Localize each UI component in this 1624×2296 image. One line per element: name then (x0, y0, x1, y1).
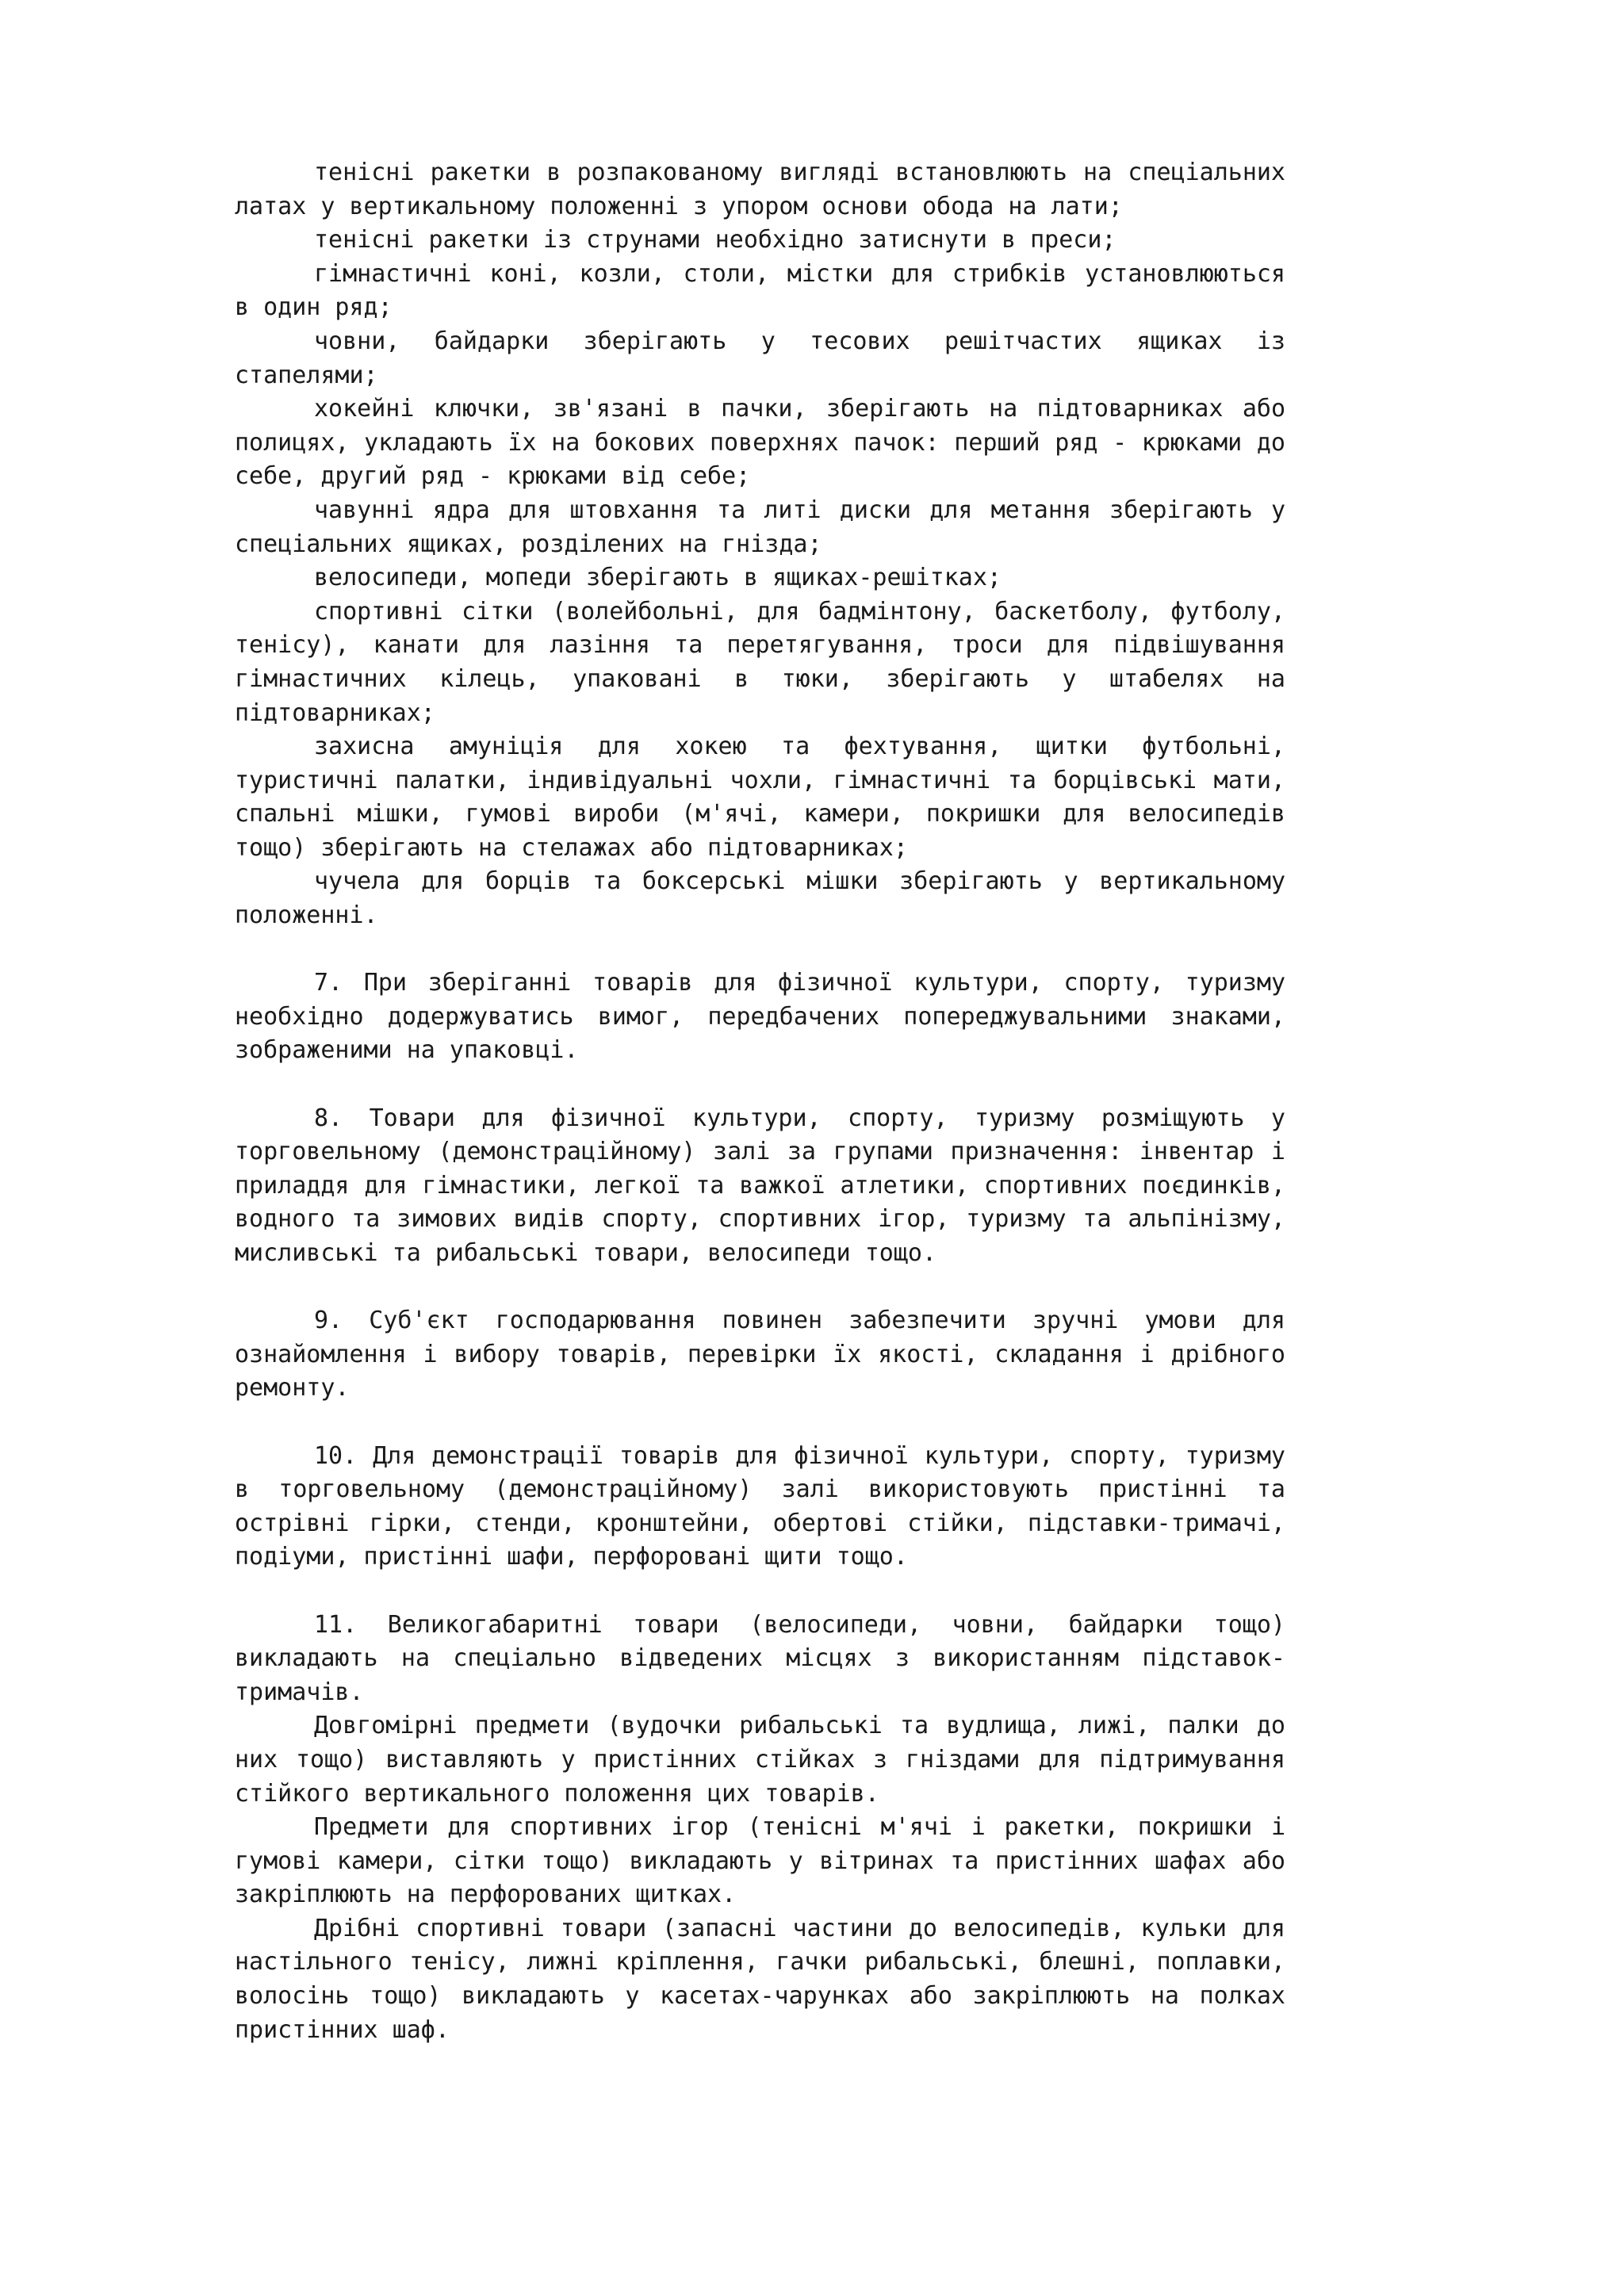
paragraph: гімнастичні коні, козли, столи, містки для стрибків установлюються в один ряд; (235, 259, 1285, 322)
paragraph: 8. Товари для фізичної культури, спорту, туризму розміщують у торговельному (демонстраційному) залі за групами призначення: інвентар і приладдя для гімнастики, легкої та важкої атлетики, спортивних поєдинків, водного та зимових видів спорту, спортивних ігор, туризму та альпінізму, мисливські та рибальські товари, велосипеди тощо. (235, 1104, 1285, 1267)
paragraph: Дрібні спортивні товари (запасні частини до велосипедів, кульки для настільного тенісу, лижні кріплення, гачки рибальські, блешні, поплавки, волосінь тощо) викладають у касетах-чарунках або закріплюють на полках пристінних шаф. (235, 1914, 1285, 2044)
paragraph: захисна амуніція для хокею та фехтування, щитки футбольні, туристичні палатки, індивідуальні чохли, гімнастичні та борцівські мати, спальні мішки, гумові вироби (м'ячі, камери, покришки для велосипедів тощо) зберігають на стелажах або підтоварниках; (235, 733, 1285, 862)
paragraph: 11. Великогабаритні товари (велосипеди, човни, байдарки тощо) викладають на спеціально відведених місцях з використанням підставок-тримачів. (235, 1610, 1285, 1706)
paragraph: човни, байдарки зберігають у тесових решітчастих ящиках із стапелями; (235, 327, 1285, 389)
paragraph: 10. Для демонстрації товарів для фізичної культури, спорту, туризму в торговельному (демонстраційному) залі використовують пристінні та острівні гірки, стенди, кронштейни, обертові стійки, підставки-тримачі, подіуми, пристінні шафи, перфоровані щити тощо. (235, 1441, 1285, 1571)
paragraph: велосипеди, мопеди зберігають в ящиках-решітках; (314, 564, 1002, 592)
paragraph: Предмети для спортивних ігор (тенісні м'ячі і ракетки, покришки і гумові камери, сітки тощо) викладають у вітринах та пристінних шафах або закріплюють на перфорованих щитках. (235, 1813, 1285, 1909)
paragraph: 9. Суб'єкт господарювання повинен забезпечити зручні умови для ознайомлення і вибору товарів, перевірки їх якості, складання і дрібного ремонту. (235, 1307, 1285, 1402)
paragraph-spacer (235, 1406, 1285, 1440)
paragraph: тенісні ракетки в розпакованому вигляді встановлюють на спеціальних латах у вертикальному положенні з упором основи обода на лати; (235, 159, 1285, 220)
paragraph-spacer (235, 1575, 1285, 1609)
paragraph: чучела для борців та боксерські мішки зберігають у вертикальному положенні. (235, 867, 1285, 930)
paragraph: хокейні ключки, зв'язані в пачки, зберігають на підтоварниках або полицях, укладають їх на бокових поверхнях пачок: перший ряд - крюками до себе, другий ряд - крюками від себе; (235, 395, 1285, 491)
paragraph: Довгомірні предмети (вудочки рибальські та вудлища, лижі, палки до них тощо) виставляють у пристінних стійках з гніздами для підтримування стійкого вертикального положення цих товарів. (235, 1712, 1285, 1808)
paragraph-spacer (235, 1271, 1285, 1305)
paragraph: тенісні ракетки із струнами необхідно затиснути в преси; (314, 226, 1116, 254)
paragraph: 7. При зберіганні товарів для фізичної культури, спорту, туризму необхідно додержуватись вимог, передбачених попереджувальними знаками, зображеними на упаковці. (235, 969, 1285, 1065)
document-body (235, 156, 1285, 2047)
paragraph-spacer (235, 1068, 1285, 1102)
paragraph-spacer (235, 933, 1285, 967)
paragraph: чавунні ядра для штовхання та литі диски для метання зберігають у спеціальних ящиках, розділених на гнізда; (235, 496, 1285, 558)
paragraph: спортивні сітки (волейбольні, для бадмінтону, баскетболу, футболу, тенісу), канати для лазіння та перетягування, троси для підвішування гімнастичних кілець, упаковані в тюки, зберігають у штабелях на підтоварниках; (235, 597, 1285, 727)
